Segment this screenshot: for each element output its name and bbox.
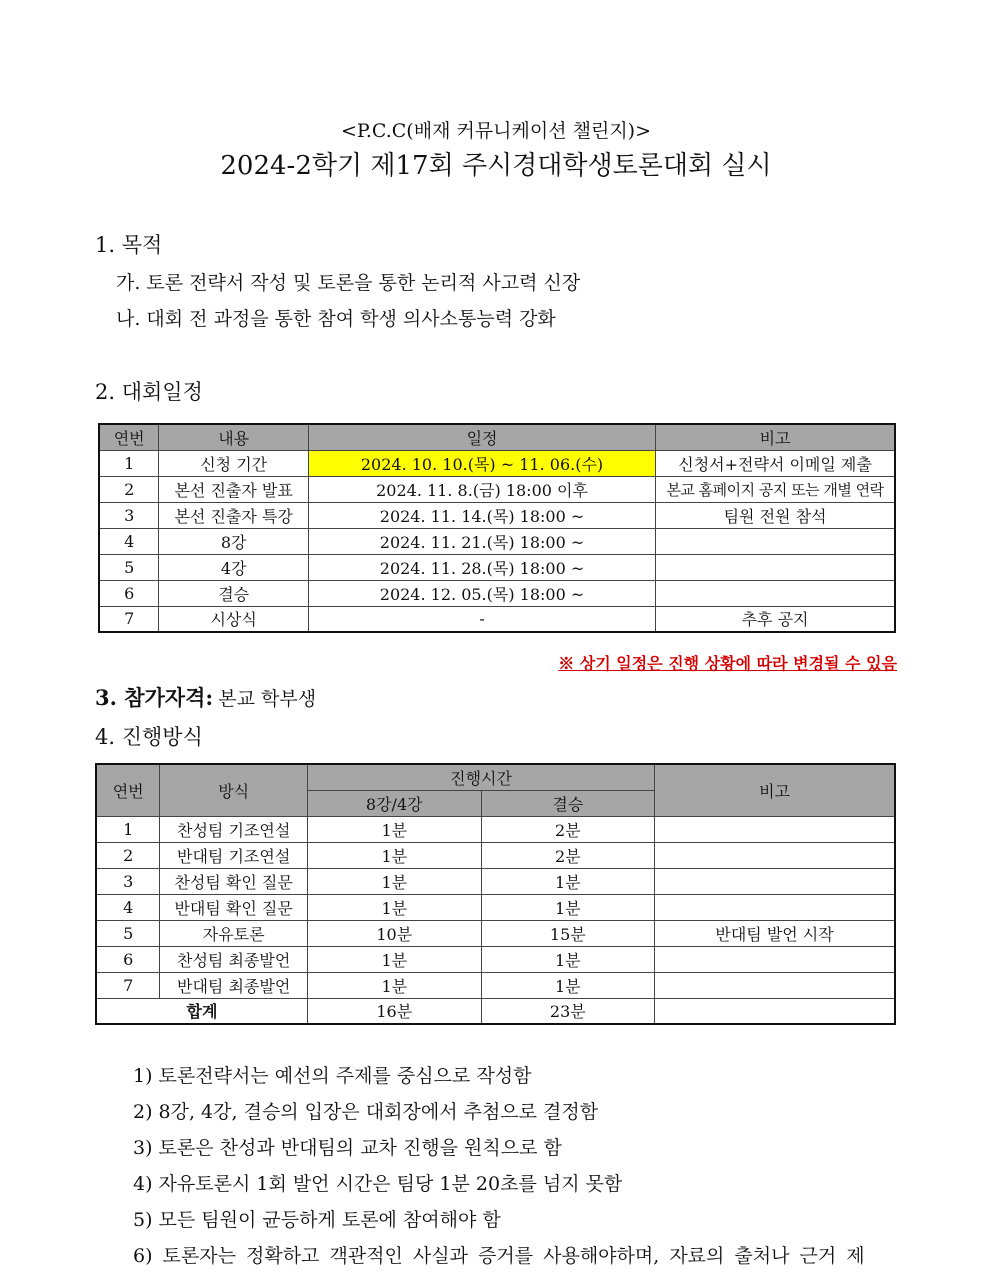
cell-time-final: 1분: [481, 972, 655, 998]
cell-time-prelim: 1분: [307, 868, 481, 894]
cell-no: 6: [96, 946, 160, 972]
cell-time-final: 1분: [481, 868, 655, 894]
cell-no: 5: [96, 920, 160, 946]
cell-remark: [655, 894, 895, 920]
col-header-date: 일정: [308, 424, 655, 450]
cell-date: 2024. 11. 28.(목) 18:00 ~: [308, 554, 655, 580]
cell-no: 3: [99, 502, 159, 528]
cell-remark: [655, 972, 895, 998]
cell-time-prelim: 1분: [307, 946, 481, 972]
cell-no: 1: [99, 450, 159, 476]
cell-remark: 추후 공지: [656, 606, 895, 632]
col-header-remark: 비고: [655, 764, 895, 816]
col-header-no: 연번: [99, 424, 159, 450]
col-header-remark: 비고: [656, 424, 895, 450]
rule-2: 2) 8강, 4강, 결승의 입장은 대회장에서 추첨으로 결정함: [133, 1101, 599, 1123]
cell-method: 찬성팀 기조연설: [160, 816, 308, 842]
table-row: [99, 502, 895, 528]
rule-3: 3) 토론은 찬성과 반대팀의 교차 진행을 원칙으로 함: [133, 1137, 562, 1159]
table-row: [99, 554, 895, 580]
total-final: 23분: [481, 998, 655, 1024]
cell-no: 4: [96, 894, 160, 920]
col-header-content: 내용: [159, 424, 309, 450]
table-row: [99, 450, 895, 476]
cell-content: 신청 기간: [159, 450, 309, 476]
cell-no: 2: [99, 476, 159, 502]
cell-content: 결승: [159, 580, 309, 606]
cell-method: 자유토론: [160, 920, 308, 946]
procedure-header-row: [96, 764, 895, 790]
cell-remark: [655, 868, 895, 894]
section2-heading: 2. 대회일정: [95, 380, 203, 404]
cell-time-prelim: 1분: [307, 894, 481, 920]
cell-no: 6: [99, 580, 159, 606]
table-row: [96, 868, 895, 894]
cell-remark: [656, 554, 895, 580]
table-row: [96, 920, 895, 946]
cell-time-final: 1분: [481, 946, 655, 972]
cell-content: 8강: [159, 528, 309, 554]
table-row: [99, 606, 895, 632]
cell-method: 찬성팀 최종발언: [160, 946, 308, 972]
cell-remark: 신청서+전략서 이메일 제출: [656, 450, 895, 476]
cell-time-final: 2분: [481, 842, 655, 868]
cell-no: 1: [96, 816, 160, 842]
cell-time-prelim: 10분: [307, 920, 481, 946]
cell-date-highlighted: 2024. 10. 10.(목) ~ 11. 06.(수): [308, 450, 655, 476]
cell-date: -: [308, 606, 655, 632]
document-title: 2024-2학기 제17회 주시경대학생토론대회 실시: [220, 151, 772, 181]
document-subtitle: <P.C.C(배재 커뮤니케이션 챌린지)>: [340, 120, 652, 142]
section3-value: 본교 학부생: [218, 688, 317, 710]
cell-remark: [655, 816, 895, 842]
rule-1: 1) 토론전략서는 예선의 주제를 중심으로 작성함: [133, 1065, 532, 1087]
schedule-note: ※ 상기 일정은 진행 상황에 따라 변경될 수 있음: [558, 654, 897, 673]
cell-method: 반대팀 기조연설: [160, 842, 308, 868]
cell-content: 본선 진출자 발표: [159, 476, 309, 502]
table-row: [96, 816, 895, 842]
cell-date: 2024. 11. 8.(금) 18:00 이후: [308, 476, 655, 502]
col-header-quarter-semi: 8강/4강: [307, 790, 481, 816]
table-row: [96, 842, 895, 868]
col-header-final: 결승: [481, 790, 655, 816]
cell-content: 본선 진출자 특강: [159, 502, 309, 528]
cell-method: 반대팀 최종발언: [160, 972, 308, 998]
table-row: [99, 528, 895, 554]
cell-content: 4강: [159, 554, 309, 580]
total-prelim: 16분: [307, 998, 481, 1024]
table-row: [96, 972, 895, 998]
cell-no: 4: [99, 528, 159, 554]
cell-no: 3: [96, 868, 160, 894]
total-row: [96, 998, 895, 1024]
cell-method: 찬성팀 확인 질문: [160, 868, 308, 894]
cell-no: 7: [99, 606, 159, 632]
table-row: [99, 580, 895, 606]
cell-time-final: 2분: [481, 816, 655, 842]
cell-time-prelim: 1분: [307, 816, 481, 842]
section1-heading: 1. 목적: [95, 233, 163, 257]
cell-date: 2024. 11. 14.(목) 18:00 ~: [308, 502, 655, 528]
table-row: [96, 946, 895, 972]
cell-remark: [656, 528, 895, 554]
col-header-time: 진행시간: [307, 764, 654, 790]
rule-4: 4) 자유토론시 1회 발언 시간은 팀당 1분 20초를 넘지 못함: [133, 1173, 623, 1195]
schedule-header-row: [99, 424, 895, 450]
cell-no: 5: [99, 554, 159, 580]
cell-date: 2024. 12. 05.(목) 18:00 ~: [308, 580, 655, 606]
table-row: [99, 476, 895, 502]
rule-5: 5) 모든 팀원이 균등하게 토론에 참여해야 함: [133, 1209, 501, 1231]
cell-time-final: 1분: [481, 894, 655, 920]
cell-date: 2024. 11. 21.(목) 18:00 ~: [308, 528, 655, 554]
col-header-no: 연번: [96, 764, 160, 816]
cell-remark: 본교 홈페이지 공지 또는 개별 연락: [656, 476, 895, 502]
cell-remark: 반대팀 발언 시작: [655, 920, 895, 946]
table-row: [96, 894, 895, 920]
cell-remark: 팀원 전원 참석: [656, 502, 895, 528]
cell-time-prelim: 1분: [307, 842, 481, 868]
cell-remark: [655, 946, 895, 972]
section3-heading: 3. 참가자격:: [95, 685, 214, 710]
cell-content: 시상식: [159, 606, 309, 632]
section1-item-1: 가. 토론 전략서 작성 및 토론을 통한 논리적 사고력 신장: [116, 272, 581, 294]
section4-heading: 4. 진행방식: [95, 725, 203, 749]
cell-remark: [655, 842, 895, 868]
total-remark: [655, 998, 895, 1024]
schedule-table: [98, 423, 896, 633]
cell-remark: [656, 580, 895, 606]
cell-time-final: 15분: [481, 920, 655, 946]
section3: [95, 682, 316, 712]
total-label: 합계: [96, 998, 307, 1024]
cell-no: 7: [96, 972, 160, 998]
col-header-method: 방식: [160, 764, 308, 816]
rule-6: 6) 토론자는 정확하고 객관적인 사실과 증거를 사용해야하며, 자료의 출처나 근거 제: [133, 1245, 865, 1267]
cell-no: 2: [96, 842, 160, 868]
section1-item-2: 나. 대회 전 과정을 통한 참여 학생 의사소통능력 강화: [116, 308, 556, 330]
cell-method: 반대팀 확인 질문: [160, 894, 308, 920]
procedure-table: [95, 763, 896, 1025]
cell-time-prelim: 1분: [307, 972, 481, 998]
